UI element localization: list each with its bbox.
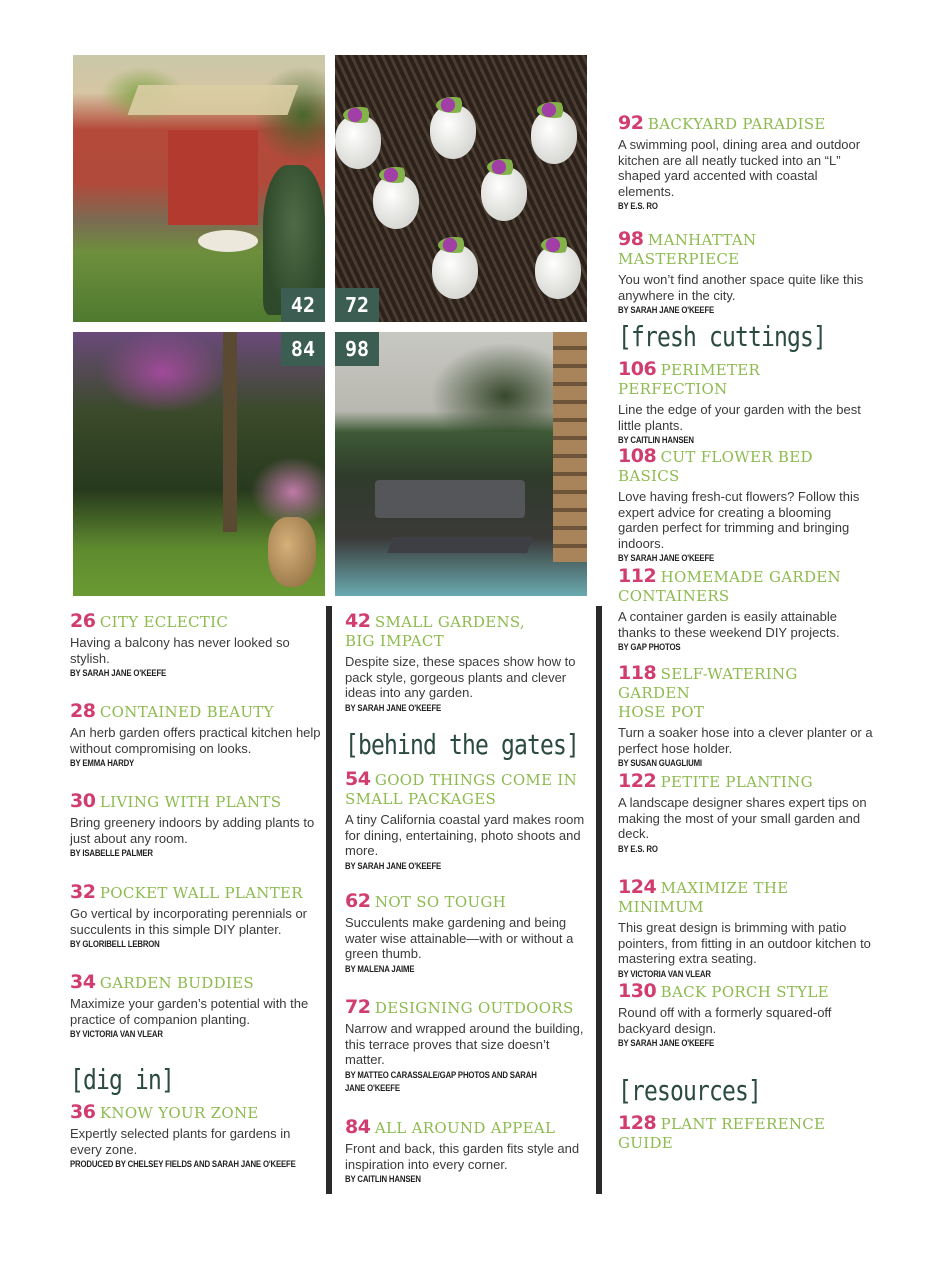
section-heading: [fresh cuttings] [618, 320, 827, 353]
toc-entry[interactable] [70, 702, 322, 792]
toc-entry[interactable] [345, 998, 585, 1118]
section-heading: [behind the gates] [345, 728, 580, 761]
toc-entry[interactable] [618, 114, 873, 230]
entry-title: DESIGNING OUTDOORS [374, 999, 574, 1017]
toc-entry[interactable] [618, 567, 873, 664]
entry-title: CITY ECLECTIC [99, 613, 229, 631]
flower [541, 237, 575, 253]
entry-title: MANHATTAN MASTERPIECE [618, 231, 757, 268]
pot [535, 245, 581, 299]
page-number: 54 [345, 768, 371, 790]
page-number: 34 [70, 971, 96, 993]
pot [430, 105, 476, 159]
urn-planter [268, 517, 316, 587]
entry-title: CUT FLOWER BED BASICS [618, 448, 813, 485]
section-heading: [resources] [618, 1074, 762, 1107]
entry-description: Despite size, these spaces show how to pack style, gorgeous plants and clever ideas into any garden. [345, 654, 576, 700]
entry-title-line2: HOSE POT [618, 703, 705, 721]
entry-description: A tiny California coastal yard makes room for dining, entertaining, photo shoots and more. [345, 812, 585, 858]
entry-byline: BY SARAH JANE O'KEEFE [70, 668, 167, 679]
entry-title: MAXIMIZE THE MINIMUM [618, 879, 789, 916]
entry-byline: BY E.S. RO [618, 843, 658, 855]
toc-column-3 [618, 114, 873, 1153]
ottoman [198, 230, 258, 252]
flower [487, 159, 521, 175]
toc-column-2 [345, 612, 585, 1186]
page-number: 62 [345, 890, 371, 912]
pot [531, 110, 577, 164]
entry-description: Bring greenery indoors by adding plants to just about any room. [70, 815, 315, 846]
page-number: 84 [345, 1116, 371, 1138]
toc-entry[interactable] [618, 982, 873, 1074]
entry-description: You won’t find another space quite like this anywhere in the city. [618, 272, 864, 303]
pergola-post [223, 332, 237, 532]
entry-byline: BY SUSAN GUAGLIUMI [618, 758, 702, 769]
entry-title-line2: BIG IMPACT [345, 632, 445, 650]
column-divider [596, 606, 602, 1194]
page-number: 28 [70, 700, 96, 722]
photo-manhattan-masterpiece[interactable] [335, 332, 587, 596]
entry-title: BACKYARD PARADISE [647, 115, 826, 133]
entry-byline: BY E.S. RO [618, 201, 658, 212]
entry-title: BACK PORCH STYLE [660, 983, 829, 1001]
flower [436, 97, 470, 113]
entry-description: This great design is brimming with patio pointers, from fitting in an outdoor kitchen to mastering extra seating. [618, 920, 871, 966]
page-badge: 98 [335, 332, 379, 366]
page-number: 130 [618, 980, 657, 1002]
entry-byline: BY GAP PHOTOS [618, 642, 681, 653]
toc-entry[interactable] [618, 230, 873, 320]
page-number: 122 [618, 770, 657, 792]
page-badge: 72 [335, 288, 379, 322]
toc-entry[interactable] [70, 973, 322, 1063]
page-number: 32 [70, 881, 96, 903]
entry-byline-line2: JANE O'KEEFE [345, 1082, 400, 1094]
photo-city-eclectic[interactable] [73, 55, 325, 322]
entry-title: HOMEMADE GARDEN [660, 568, 841, 586]
wood-slats [553, 332, 587, 562]
entry-title: LIVING WITH PLANTS [99, 793, 282, 811]
toc-entry[interactable] [618, 1114, 873, 1153]
pot [481, 167, 527, 221]
entry-byline: BY MATTEO CARASSALE/GAP PHOTOS AND SARAH [345, 1069, 537, 1081]
pot [432, 245, 478, 299]
lounger [387, 537, 533, 553]
pot [373, 175, 419, 229]
entry-title: PERIMETER PERFECTION [618, 361, 761, 398]
entry-title: KNOW YOUR ZONE [99, 1104, 259, 1122]
entry-description: A swimming pool, dining area and outdoor kitchen are all neatly tucked into an “L” shaped yard accented with coastal elements. [618, 137, 861, 199]
entry-description: Succulents make gardening and being water wise attainable—with or without a green thumb. [345, 915, 574, 961]
entry-description: Narrow and wrapped around the building, this terrace proves that size doesn’t matter. [345, 1021, 584, 1067]
entry-byline: PRODUCED BY CHELSEY FIELDS AND SARAH JANE O'KEEFE [70, 1159, 296, 1170]
sofa [375, 480, 525, 518]
entry-byline: BY SARAH JANE O'KEEFE [618, 553, 715, 564]
entry-byline: BY CAITLIN HANSEN [618, 435, 694, 446]
entry-description: Maximize your garden’s potential with the practice of companion planting. [70, 996, 309, 1027]
entry-title: GARDEN BUDDIES [99, 974, 254, 992]
section-heading: [dig in] [70, 1063, 175, 1096]
page-number: 112 [618, 565, 657, 587]
toc-entry[interactable] [618, 360, 873, 447]
entry-description: Front and back, this garden fits style and inspiration into every corner. [345, 1141, 580, 1172]
entry-byline: BY VICTORIA VAN VLEAR [70, 1029, 163, 1040]
pot [335, 115, 381, 169]
entry-byline: BY ISABELLE PALMER [70, 848, 153, 859]
entry-byline: BY MALENA JAIME [345, 963, 415, 975]
entry-title-line2: SMALL PACKAGES [345, 790, 497, 808]
page-number: 30 [70, 790, 96, 812]
page-number: 26 [70, 610, 96, 632]
photo-designing-outdoors[interactable] [335, 55, 587, 322]
entry-byline: BY SARAH JANE O'KEEFE [618, 1038, 715, 1049]
shade-sail [128, 85, 299, 115]
entry-byline: BY SARAH JANE O'KEEFE [345, 860, 442, 872]
entry-title: PLANT REFERENCE GUIDE [618, 1115, 826, 1152]
toc-entry[interactable] [618, 447, 873, 567]
flower [343, 107, 377, 123]
entry-title: GOOD THINGS COME IN [374, 771, 578, 789]
page-number: 92 [618, 112, 644, 134]
toc-entry[interactable] [70, 792, 322, 883]
page-badge: 84 [281, 332, 325, 366]
page-number: 128 [618, 1112, 657, 1134]
page-number: 98 [618, 228, 644, 250]
toc-entry[interactable] [70, 883, 322, 973]
page-number: 36 [70, 1101, 96, 1123]
entry-title: SELF-WATERING GARDEN [618, 665, 798, 702]
toc-entry[interactable] [70, 1103, 322, 1171]
entry-title: CONTAINED BEAUTY [99, 703, 274, 721]
photo-all-around-appeal[interactable] [73, 332, 325, 596]
toc-entry[interactable] [70, 612, 322, 702]
red-wall [168, 130, 258, 225]
toc-entry[interactable] [618, 664, 873, 772]
entry-title: NOT SO TOUGH [374, 893, 507, 911]
entry-description: Love having fresh-cut flowers? Follow this expert advice for creating a blooming garden perfect for trimming and bringing indoors. [618, 489, 860, 551]
toc-entry[interactable] [345, 892, 585, 998]
page-badge: 42 [281, 288, 325, 322]
toc-entry[interactable] [345, 770, 585, 892]
entry-title: SMALL GARDENS, [374, 613, 525, 631]
entry-description: An herb garden offers practical kitchen help without compromising on looks. [70, 725, 321, 756]
page-number: 108 [618, 445, 657, 467]
toc-entry[interactable] [345, 612, 585, 728]
entry-description: Turn a soaker hose into a clever planter or a perfect hose holder. [618, 725, 873, 756]
entry-byline: BY EMMA HARDY [70, 758, 135, 769]
toc-entry[interactable] [618, 772, 873, 878]
entry-title: PETITE PLANTING [660, 773, 813, 791]
page-number: 118 [618, 662, 657, 684]
toc-column-1 [70, 612, 322, 1171]
flower [379, 167, 413, 183]
entry-byline: BY CAITLIN HANSEN [345, 1174, 421, 1185]
page-number: 42 [345, 610, 371, 632]
entry-description: Go vertical by incorporating perennials or succulents in this simple DIY planter. [70, 906, 308, 937]
entry-description: Expertly selected plants for gardens in every zone. [70, 1126, 291, 1157]
entry-byline: BY SARAH JANE O'KEEFE [345, 702, 442, 714]
toc-entry[interactable] [345, 1118, 585, 1186]
entry-description: Having a balcony has never looked so stylish. [70, 635, 290, 666]
entry-title: POCKET WALL PLANTER [99, 884, 303, 902]
page-number: 106 [618, 358, 657, 380]
entry-byline: BY VICTORIA VAN VLEAR [618, 968, 711, 980]
page-number: 124 [618, 876, 657, 898]
entry-description: Round off with a formerly squared-off backyard design. [618, 1005, 832, 1036]
entry-description: A landscape designer shares expert tips on making the most of your small garden and deck. [618, 795, 867, 841]
page-number: 72 [345, 996, 371, 1018]
entry-byline: BY GLORIBELL LEBRON [70, 939, 160, 950]
entry-title-line2: CONTAINERS [618, 587, 730, 605]
entry-description: Line the edge of your garden with the best little plants. [618, 402, 861, 433]
toc-entry[interactable] [618, 878, 873, 982]
flower [438, 237, 472, 253]
flower [537, 102, 571, 118]
entry-description: A container garden is easily attainable thanks to these weekend DIY projects. [618, 609, 840, 640]
column-divider [326, 606, 332, 1194]
entry-title: ALL AROUND APPEAL [374, 1119, 556, 1137]
entry-byline: BY SARAH JANE O'KEEFE [618, 305, 715, 316]
